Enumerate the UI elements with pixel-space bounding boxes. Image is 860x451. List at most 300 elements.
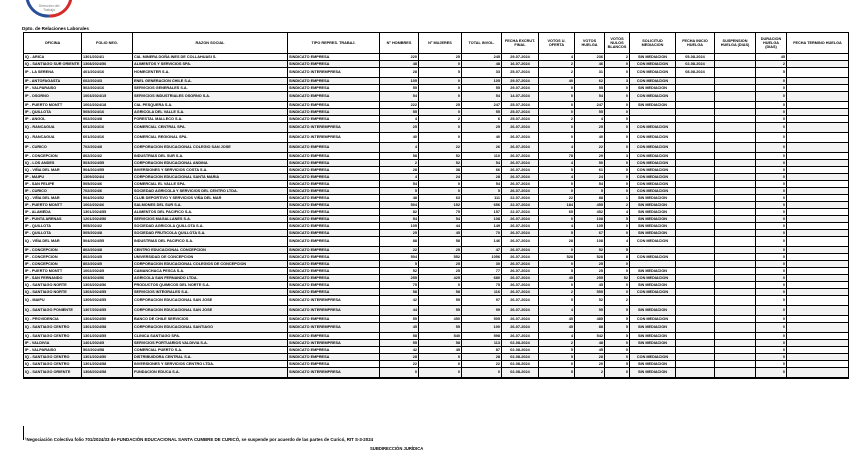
- table-cell: CIA. PESQUERA S.A.: [133, 102, 288, 109]
- table-cell: [787, 116, 849, 123]
- table-cell: SINDICATO EMPRESA: [288, 237, 380, 247]
- table-cell: 0: [756, 116, 787, 123]
- table-cell: 5: [380, 261, 419, 268]
- table-cell: 0: [539, 261, 575, 268]
- table-cell: 0: [756, 282, 787, 289]
- table-cell: SALMONES DEL SUR S.A.: [133, 202, 288, 209]
- table-cell: 0: [539, 109, 575, 116]
- table-cell: [715, 116, 756, 123]
- table-cell: SINDICATO EMPRESA: [288, 216, 380, 223]
- table-cell: SIN MEDIACION: [630, 333, 676, 340]
- table-cell: 0: [605, 102, 630, 109]
- table-cell: IP - ANGOL: [24, 116, 82, 123]
- table-cell: 22: [380, 247, 419, 254]
- table-cell: [787, 361, 849, 368]
- table-cell: [787, 340, 849, 347]
- table-cell: 55: [575, 306, 605, 316]
- table-cell: IP - PUERTO MONTT: [24, 102, 82, 109]
- table-cell: 0: [756, 340, 787, 347]
- table-cell: 25: [419, 102, 462, 109]
- table-cell: 4: [380, 174, 419, 181]
- table-cell: IP - PUERTO MONTT: [24, 268, 82, 275]
- table-cell: 26-07-2024: [502, 188, 539, 195]
- table-cell: [676, 116, 715, 123]
- table-row: [24, 209, 849, 216]
- table-cell: 505/2024/2: [82, 223, 133, 230]
- table-cell: SINDICATO EMPRESA: [288, 333, 380, 340]
- table-cell: SINDICATO EMPRESA: [288, 361, 380, 368]
- table-cell: [676, 254, 715, 261]
- table-cell: 0: [756, 123, 787, 133]
- table-cell: 05-08-2024: [676, 54, 715, 61]
- table-cell: 4: [380, 116, 419, 123]
- table-cell: 504/2024/52: [82, 195, 133, 202]
- table-cell: 1303/2024/56: [82, 282, 133, 289]
- table-cell: 5: [605, 333, 630, 340]
- table-cell: CLUB DEPORTIVO Y SERVICIOS VIÑA DEL MAR: [133, 195, 288, 202]
- table-cell: SERVICIOS INDUSTRIALES OSORNO S.A.: [133, 92, 288, 102]
- table-cell: [676, 153, 715, 160]
- table-cell: 0: [756, 78, 787, 85]
- table-cell: [676, 306, 715, 316]
- table-cell: 0: [756, 254, 787, 261]
- table-cell: [787, 102, 849, 109]
- column-header: N° HOMBRES: [380, 33, 419, 54]
- table-cell: 5: [605, 316, 630, 323]
- table-cell: 22: [419, 143, 462, 153]
- table-cell: SIN MEDIACION: [630, 306, 676, 316]
- table-cell: CON MEDIACION: [630, 160, 676, 167]
- table-cell: 504/2024/55: [82, 237, 133, 247]
- table-cell: [715, 54, 756, 61]
- table-cell: 40: [380, 133, 419, 143]
- table-cell: SERVICIOS INTEGRALES S.A.: [133, 289, 288, 296]
- table-cell: [787, 153, 849, 160]
- table-cell: 0: [605, 223, 630, 230]
- column-header: RAZON SOCIAL: [133, 33, 288, 54]
- table-cell: COMERCIAL CENTRAL SPA.: [133, 123, 288, 133]
- table-cell: 58: [419, 237, 462, 247]
- table-cell: 55: [419, 323, 462, 333]
- table-cell: 105: [462, 78, 502, 85]
- table-cell: [676, 123, 715, 133]
- table-cell: [715, 323, 756, 333]
- table-cell: 25: [380, 123, 419, 133]
- table-cell: 30: [462, 261, 502, 268]
- table-cell: 2: [539, 116, 575, 123]
- table-cell: 5: [539, 296, 575, 306]
- table-cell: [715, 275, 756, 282]
- table-cell: 0: [605, 92, 630, 102]
- table-row: [24, 133, 849, 143]
- table-cell: [715, 333, 756, 340]
- table-cell: SINDICATO EMPRESA: [288, 54, 380, 61]
- table-cell: 28: [575, 354, 605, 361]
- table-cell: 4: [539, 223, 575, 230]
- table-cell: 2: [756, 61, 787, 68]
- table-cell: 22: [539, 195, 575, 202]
- table-cell: 504/2024/55: [82, 167, 133, 174]
- table-cell: 45: [756, 54, 787, 61]
- table-cell: SINDICATO EMPRESA: [288, 143, 380, 153]
- table-cell: 42: [380, 296, 419, 306]
- table-cell: 5: [605, 247, 630, 254]
- table-row: [24, 306, 849, 316]
- table-row: [24, 153, 849, 160]
- table-cell: SINDICATO INTEREMPRESA: [288, 340, 380, 347]
- table-cell: [715, 261, 756, 268]
- table-cell: 2: [539, 68, 575, 78]
- table-cell: 0: [756, 153, 787, 160]
- table-cell: [787, 296, 849, 306]
- column-header: VOTOS U. OFERTA: [539, 33, 575, 54]
- table-cell: 5: [605, 216, 630, 223]
- table-cell: 503/2024/55: [82, 160, 133, 167]
- table-cell: CON MEDIACION: [630, 354, 676, 361]
- table-cell: INDUSTRIAS DEL SUR S.A.: [133, 153, 288, 160]
- table-cell: 0: [605, 133, 630, 143]
- table-cell: 1301/2024/55: [82, 333, 133, 340]
- table-cell: 0: [462, 368, 502, 379]
- table-cell: SINDICATO EMPRESA: [288, 261, 380, 268]
- table-cell: 26-07-2024: [502, 181, 539, 188]
- table-cell: CORPORACION EDUCACIONAL SAN JOSE: [133, 296, 288, 306]
- table-cell: 26-07-2024: [502, 143, 539, 153]
- table-cell: 77: [462, 268, 502, 275]
- table-cell: SINDICATO EMPRESA: [288, 268, 380, 275]
- table-cell: [715, 354, 756, 361]
- table-cell: [787, 78, 849, 85]
- table-cell: 61: [575, 167, 605, 174]
- table-row: [24, 102, 849, 109]
- table-cell: 62: [575, 78, 605, 85]
- table-cell: 26-07-2024: [502, 174, 539, 181]
- table-cell: 0: [539, 181, 575, 188]
- table-cell: 702/2024/6: [82, 188, 133, 195]
- table-cell: 0: [756, 323, 787, 333]
- table-cell: [676, 230, 715, 237]
- table-cell: 5: [539, 167, 575, 174]
- table-cell: [787, 306, 849, 316]
- table-cell: [787, 333, 849, 340]
- table-cell: INVERSIONES Y SERVICIOS COSTA S.A.: [133, 167, 288, 174]
- table-cell: 1309/2024/55: [82, 296, 133, 306]
- table-cell: 58: [419, 340, 462, 347]
- table-cell: 26-07-2024: [502, 323, 539, 333]
- table-cell: [787, 254, 849, 261]
- table-cell: 25: [462, 123, 502, 133]
- table-cell: SIN MEDIACION: [630, 202, 676, 209]
- table-cell: 1301/2024/55: [82, 209, 133, 216]
- table-cell: IP - CURICO: [24, 143, 82, 153]
- table-cell: 65: [539, 209, 575, 216]
- table-cell: [715, 306, 756, 316]
- table-cell: [630, 296, 676, 306]
- table-cell: 42: [380, 347, 419, 354]
- table-row: [24, 85, 849, 92]
- table-row: [24, 282, 849, 289]
- table-cell: 82: [380, 209, 419, 216]
- logo-text-line2: Trabajo: [42, 8, 56, 12]
- table-cell: IQ - MAIPU: [24, 296, 82, 306]
- table-row: [24, 296, 849, 306]
- table-cell: [676, 78, 715, 85]
- table-cell: 528: [575, 254, 605, 261]
- table-cell: HOMECENTER S.A.: [133, 68, 288, 78]
- table-row: [24, 202, 849, 209]
- table-cell: 54: [575, 181, 605, 188]
- table-cell: 0: [756, 109, 787, 116]
- table-cell: 3: [605, 153, 630, 160]
- table-cell: 29-07-2024: [502, 54, 539, 61]
- table-cell: 78: [539, 153, 575, 160]
- table-cell: 0: [756, 143, 787, 153]
- table-cell: 4: [539, 143, 575, 153]
- table-cell: SINDICATO EMPRESA: [288, 167, 380, 174]
- table-cell: [787, 261, 849, 268]
- table-cell: 0: [756, 361, 787, 368]
- table-cell: 540: [419, 333, 462, 340]
- table-cell: CON MEDIACION: [630, 153, 676, 160]
- table-cell: [787, 347, 849, 354]
- table-cell: SIN MEDIACION: [630, 216, 676, 223]
- table-cell: SINDICATO EMPRESA: [288, 289, 380, 296]
- column-header: FECHA EXCRUT. FINAL: [502, 33, 539, 54]
- table-cell: 45: [380, 323, 419, 333]
- table-cell: CAMANCHACA PESCA S.A.: [133, 268, 288, 275]
- table-cell: 5: [756, 68, 787, 78]
- table-cell: 5: [575, 188, 605, 195]
- table-cell: [715, 230, 756, 237]
- table-cell: 1309/2024/4: [82, 174, 133, 181]
- table-cell: 8: [605, 254, 630, 261]
- table-cell: 0: [756, 167, 787, 174]
- table-cell: [676, 354, 715, 361]
- column-header: VOTOS HUELGA: [575, 33, 605, 54]
- table-cell: 26-07-2024: [502, 247, 539, 254]
- table-cell: IQ - SANTIAGO NORTE: [24, 289, 82, 296]
- table-cell: [787, 167, 849, 174]
- table-cell: [676, 167, 715, 174]
- table-cell: 505/2024/16: [82, 109, 133, 116]
- table-row: [24, 61, 849, 68]
- table-cell: 0: [756, 247, 787, 254]
- table-cell: 24: [575, 174, 605, 181]
- table-cell: 75: [462, 282, 502, 289]
- table-cell: 401/2024/16: [82, 68, 133, 78]
- table-cell: SERVICIOS PORTUARIOS VALDIVIA S.A.: [133, 340, 288, 347]
- table-cell: CON MEDIACION: [630, 174, 676, 181]
- table-cell: 0: [539, 282, 575, 289]
- table-cell: 0: [419, 61, 462, 68]
- table-cell: [787, 54, 849, 61]
- table-cell: 2: [575, 368, 605, 379]
- table-cell: 0: [419, 109, 462, 116]
- table-cell: IQ - VIÑA DEL MAR: [24, 195, 82, 202]
- table-cell: 1056: [462, 254, 502, 261]
- table-cell: 40: [575, 133, 605, 143]
- table-cell: 54: [380, 216, 419, 223]
- table-cell: 0: [756, 289, 787, 296]
- table-cell: 26-07-2024: [502, 316, 539, 323]
- table-cell: [715, 123, 756, 133]
- table-cell: 63: [419, 195, 462, 202]
- table-cell: 245: [462, 54, 502, 61]
- table-cell: 505/2024/6: [82, 181, 133, 188]
- table-cell: 16-07-2024: [502, 61, 539, 68]
- table-cell: 505: [462, 316, 502, 323]
- table-cell: IP - CONCEPCION: [24, 153, 82, 160]
- table-row: [24, 143, 849, 153]
- table-cell: 0: [419, 354, 462, 361]
- table-cell: SINDICATO EMPRESA: [288, 247, 380, 254]
- table-cell: IP - LA SERENA: [24, 68, 82, 78]
- table-cell: 0: [605, 188, 630, 195]
- table-cell: 0: [756, 347, 787, 354]
- table-cell: [676, 92, 715, 102]
- table-cell: AGRICOLA SAN FERNANDO LTDA.: [133, 275, 288, 282]
- table-cell: 25: [575, 268, 605, 275]
- table-cell: [715, 282, 756, 289]
- table-cell: IP - VALDIVIA: [24, 340, 82, 347]
- table-cell: SINDICATO INTEREMPRESA: [288, 133, 380, 143]
- table-cell: ENEL GENERACION CHILE S.A.: [133, 78, 288, 85]
- table-cell: 28: [380, 167, 419, 174]
- table-cell: 2: [539, 340, 575, 347]
- table-cell: CON MEDIACION: [630, 289, 676, 296]
- table-cell: SIN MEDIACION: [630, 282, 676, 289]
- table-cell: SOCIEDAD FRUTICOLA QUILLOTA S.A.: [133, 230, 288, 237]
- table-cell: BANCO DE CHILE SERVICIOS: [133, 316, 288, 323]
- table-cell: 255: [380, 275, 419, 282]
- table-cell: 4: [539, 54, 575, 61]
- table-cell: 0: [419, 361, 462, 368]
- table-cell: 52: [419, 160, 462, 167]
- table-cell: 48: [575, 340, 605, 347]
- table-cell: SINDICATO EMPRESA: [288, 209, 380, 216]
- table-cell: 0: [605, 282, 630, 289]
- table-cell: [787, 195, 849, 202]
- table-cell: 0: [605, 289, 630, 296]
- table-cell: 45: [539, 316, 575, 323]
- table-cell: FORESTAL MALLECO S.A.: [133, 116, 288, 123]
- table-cell: 0: [756, 181, 787, 188]
- table-cell: 26-07-2024: [502, 160, 539, 167]
- table-cell: [715, 368, 756, 379]
- table-cell: [715, 174, 756, 181]
- table-cell: 802/2024/5: [82, 254, 133, 261]
- table-cell: IP - ALAMEDA: [24, 209, 82, 216]
- table-row: [24, 195, 849, 202]
- table-cell: SINDICATO EMPRESA: [288, 347, 380, 354]
- table-cell: 02-08-2024: [502, 340, 539, 347]
- table-cell: [715, 289, 756, 296]
- table-cell: SINDICATO EMPRESA: [288, 102, 380, 109]
- table-cell: 0: [756, 85, 787, 92]
- table-row: [24, 181, 849, 188]
- table-cell: 1307/2024/55: [82, 306, 133, 316]
- table-cell: 0: [419, 181, 462, 188]
- table-cell: 48: [380, 195, 419, 202]
- table-cell: 58: [419, 289, 462, 296]
- table-cell: 1002/2024/6: [82, 202, 133, 209]
- table-cell: [715, 92, 756, 102]
- table-cell: SINDICATO EMPRESA: [288, 202, 380, 209]
- table-cell: 0: [605, 143, 630, 153]
- table-cell: 6: [462, 116, 502, 123]
- table-cell: [715, 102, 756, 109]
- table-cell: CON MEDIACION: [630, 68, 676, 78]
- table-cell: [787, 282, 849, 289]
- table-cell: 26-07-2024: [502, 296, 539, 306]
- column-header: FOLIO NEG.: [82, 33, 133, 54]
- table-cell: 113: [462, 340, 502, 347]
- table-cell: 55: [575, 85, 605, 92]
- table-cell: [715, 160, 756, 167]
- table-cell: CON MEDIACION: [630, 123, 676, 133]
- table-row: [24, 123, 849, 133]
- table-cell: [715, 340, 756, 347]
- table-cell: 0: [539, 85, 575, 92]
- table-cell: 26-07-2024: [502, 275, 539, 282]
- table-cell: 0: [539, 123, 575, 133]
- table-cell: IP - QUILLOTA: [24, 230, 82, 237]
- table-cell: 1002/2024/5: [82, 268, 133, 275]
- table-cell: SIN MEDIACION: [630, 223, 676, 230]
- table-cell: 29-07-2024: [502, 78, 539, 85]
- table-cell: 45: [419, 347, 462, 354]
- table-cell: [676, 237, 715, 247]
- table-cell: 58: [380, 153, 419, 160]
- table-cell: IP - QUILLOTA: [24, 109, 82, 116]
- table-cell: 25: [575, 261, 605, 268]
- table-cell: CON MEDIACION: [630, 188, 676, 195]
- table-cell: 0: [605, 160, 630, 167]
- logo-text: [22, 4, 76, 12]
- table-cell: 44: [419, 223, 462, 230]
- table-cell: 255: [575, 275, 605, 282]
- table-cell: IQ - VIÑA DEL MAR: [24, 237, 82, 247]
- table-cell: 0: [419, 188, 462, 195]
- table-cell: 52: [419, 153, 462, 160]
- table-cell: [715, 296, 756, 306]
- table-cell: IQ - SANTIAGO CENTRO: [24, 354, 82, 361]
- table-cell: SERVICIOS GENERALES S.A.: [133, 85, 288, 92]
- table-cell: 55: [380, 85, 419, 92]
- table-cell: SINDICATO EMPRESA: [288, 181, 380, 188]
- table-cell: SINDICATO EMPRESA: [288, 160, 380, 167]
- table-cell: 0: [419, 368, 462, 379]
- table-cell: [715, 361, 756, 368]
- table-cell: CORPORACION EDUCACIONAL SAN JOSE: [133, 306, 288, 316]
- table-cell: 0: [756, 368, 787, 379]
- table-cell: 0: [756, 160, 787, 167]
- table-cell: SINDICATO EMPRESA: [288, 153, 380, 160]
- column-header: N° MUJERES: [419, 33, 462, 54]
- table-cell: [676, 361, 715, 368]
- table-cell: IQ - SANTIAGO SUR ORIENTE: [24, 61, 82, 68]
- table-cell: 38: [419, 167, 462, 174]
- table-cell: 1201/2024/56: [82, 216, 133, 223]
- table-cell: 0: [756, 296, 787, 306]
- table-cell: 28: [462, 174, 502, 181]
- table-cell: 0: [756, 102, 787, 109]
- table-cell: 26-07-2024: [502, 237, 539, 247]
- table-cell: 28: [462, 354, 502, 361]
- table-cell: 25-07-2024: [502, 68, 539, 78]
- table-cell: 680: [462, 275, 502, 282]
- table-cell: [715, 181, 756, 188]
